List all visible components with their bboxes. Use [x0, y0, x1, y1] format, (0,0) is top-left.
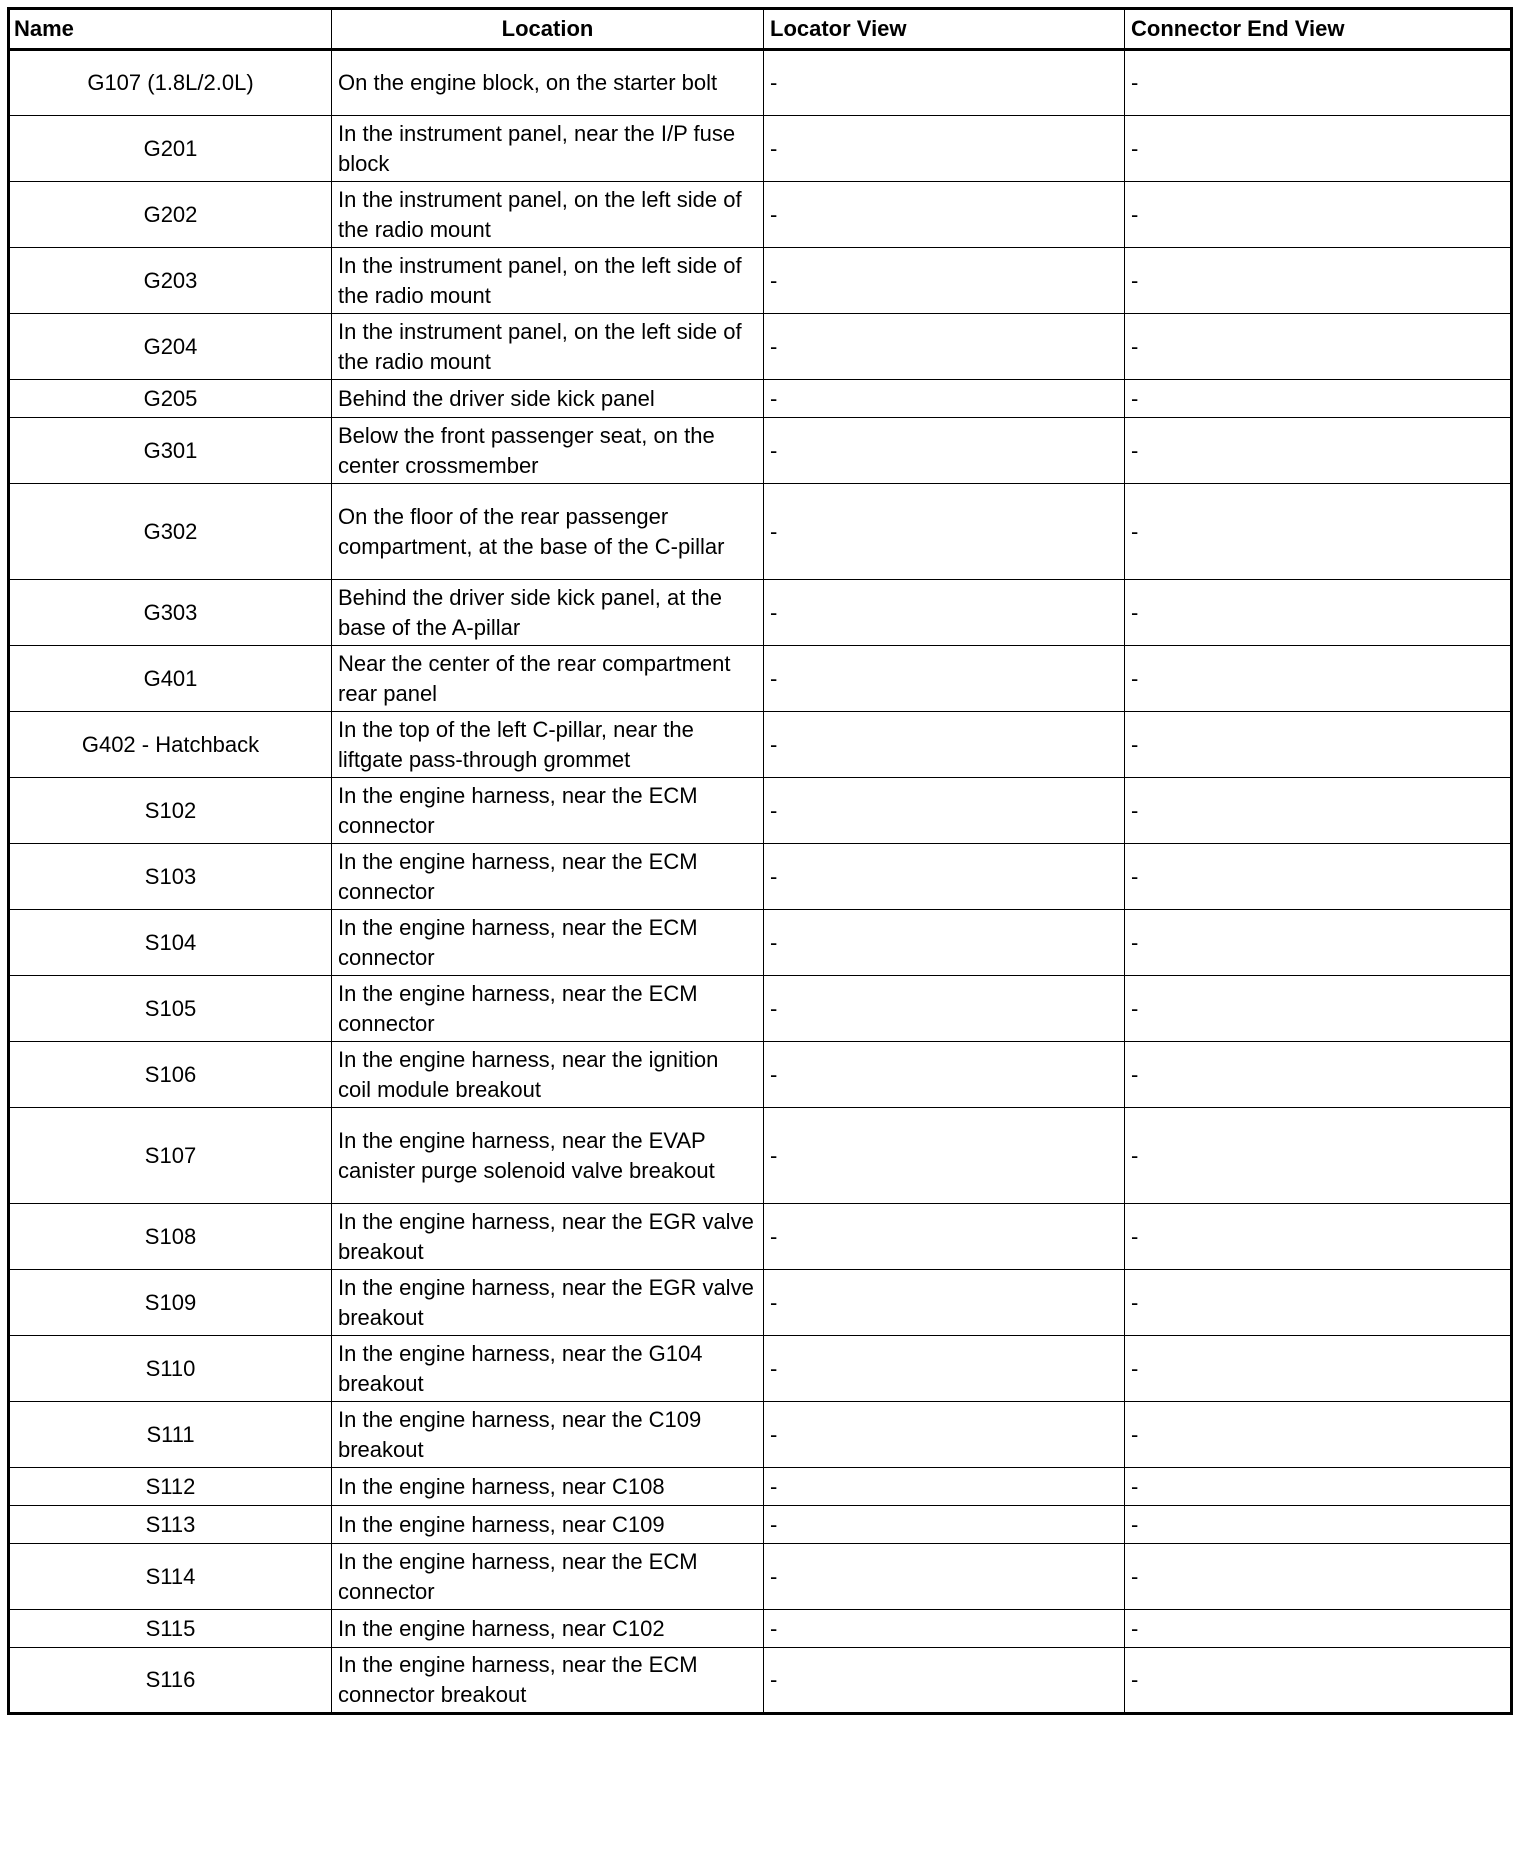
- cell-locator-view: -: [764, 1610, 1125, 1648]
- cell-name: S105: [9, 976, 332, 1042]
- table-row: [9, 418, 1512, 484]
- cell-locator-view: -: [764, 1336, 1125, 1402]
- cell-connector-end-view: -: [1125, 1506, 1512, 1544]
- table-row: [9, 580, 1512, 646]
- cell-name: G107 (1.8L/2.0L): [9, 50, 332, 116]
- table-row: [9, 380, 1512, 418]
- cell-locator-view: -: [764, 182, 1125, 248]
- cell-name: S114: [9, 1544, 332, 1610]
- cell-name: G301: [9, 418, 332, 484]
- cell-location: Behind the driver side kick panel, at the base of the A-pillar: [332, 580, 764, 646]
- cell-name: G203: [9, 248, 332, 314]
- cell-locator-view: -: [764, 1270, 1125, 1336]
- cell-connector-end-view: -: [1125, 1402, 1512, 1468]
- cell-location: In the engine harness, near the ECM connector: [332, 910, 764, 976]
- cell-locator-view: -: [764, 314, 1125, 380]
- table-body: [9, 50, 1512, 1714]
- header-row: [9, 9, 1512, 50]
- cell-location: In the engine harness, near the ECM connector breakout: [332, 1648, 764, 1714]
- cell-location: In the engine harness, near C102: [332, 1610, 764, 1648]
- cell-connector-end-view: -: [1125, 1108, 1512, 1204]
- cell-connector-end-view: -: [1125, 844, 1512, 910]
- cell-connector-end-view: -: [1125, 1270, 1512, 1336]
- cell-connector-end-view: -: [1125, 712, 1512, 778]
- cell-name: S103: [9, 844, 332, 910]
- cell-location: In the engine harness, near C108: [332, 1468, 764, 1506]
- cell-location: On the floor of the rear passenger compartment, at the base of the C-pillar: [332, 484, 764, 580]
- cell-location: In the instrument panel, on the left side of the radio mount: [332, 248, 764, 314]
- cell-locator-view: -: [764, 1204, 1125, 1270]
- cell-location: On the engine block, on the starter bolt: [332, 50, 764, 116]
- cell-connector-end-view: -: [1125, 248, 1512, 314]
- cell-connector-end-view: -: [1125, 1544, 1512, 1610]
- table-row: [9, 484, 1512, 580]
- table-row: [9, 844, 1512, 910]
- cell-locator-view: -: [764, 1108, 1125, 1204]
- table-row: [9, 1402, 1512, 1468]
- cell-name: S115: [9, 1610, 332, 1648]
- cell-locator-view: -: [764, 484, 1125, 580]
- cell-name: S107: [9, 1108, 332, 1204]
- cell-locator-view: -: [764, 1468, 1125, 1506]
- cell-location: In the instrument panel, on the left side of the radio mount: [332, 182, 764, 248]
- cell-name: S110: [9, 1336, 332, 1402]
- cell-name: S116: [9, 1648, 332, 1714]
- cell-location: In the engine harness, near the EGR valve breakout: [332, 1204, 764, 1270]
- cell-locator-view: -: [764, 646, 1125, 712]
- table-row: [9, 1544, 1512, 1610]
- table-row: [9, 976, 1512, 1042]
- cell-location: In the engine harness, near the EVAP canister purge solenoid valve breakout: [332, 1108, 764, 1204]
- cell-name: S111: [9, 1402, 332, 1468]
- cell-location: In the top of the left C-pillar, near the liftgate pass-through grommet: [332, 712, 764, 778]
- table-row: [9, 1042, 1512, 1108]
- cell-connector-end-view: -: [1125, 50, 1512, 116]
- cell-locator-view: -: [764, 1042, 1125, 1108]
- cell-locator-view: -: [764, 248, 1125, 314]
- cell-locator-view: -: [764, 778, 1125, 844]
- table-row: [9, 1648, 1512, 1714]
- header-locator-view: Locator View: [764, 9, 1125, 50]
- cell-connector-end-view: -: [1125, 418, 1512, 484]
- cell-name: G205: [9, 380, 332, 418]
- cell-name: S106: [9, 1042, 332, 1108]
- cell-name: S102: [9, 778, 332, 844]
- cell-location: In the engine harness, near the ignition coil module breakout: [332, 1042, 764, 1108]
- table-row: [9, 50, 1512, 116]
- cell-location: In the engine harness, near the ECM connector: [332, 976, 764, 1042]
- cell-connector-end-view: -: [1125, 1648, 1512, 1714]
- cell-connector-end-view: -: [1125, 646, 1512, 712]
- cell-location: In the engine harness, near the ECM connector: [332, 1544, 764, 1610]
- cell-locator-view: -: [764, 380, 1125, 418]
- cell-locator-view: -: [764, 844, 1125, 910]
- cell-location: In the engine harness, near the EGR valve breakout: [332, 1270, 764, 1336]
- table-header: [9, 9, 1512, 50]
- cell-location: In the engine harness, near the ECM connector: [332, 844, 764, 910]
- cell-name: G202: [9, 182, 332, 248]
- table-row: [9, 116, 1512, 182]
- cell-connector-end-view: -: [1125, 778, 1512, 844]
- cell-name: S113: [9, 1506, 332, 1544]
- cell-connector-end-view: -: [1125, 1204, 1512, 1270]
- cell-locator-view: -: [764, 50, 1125, 116]
- cell-name: S112: [9, 1468, 332, 1506]
- header-location: Location: [332, 9, 764, 50]
- cell-name: S108: [9, 1204, 332, 1270]
- cell-locator-view: -: [764, 580, 1125, 646]
- cell-name: S109: [9, 1270, 332, 1336]
- table-row: [9, 778, 1512, 844]
- cell-location: In the instrument panel, on the left side of the radio mount: [332, 314, 764, 380]
- cell-location: In the instrument panel, near the I/P fuse block: [332, 116, 764, 182]
- cell-location: Behind the driver side kick panel: [332, 380, 764, 418]
- cell-location: Near the center of the rear compartment rear panel: [332, 646, 764, 712]
- cell-locator-view: -: [764, 976, 1125, 1042]
- table-row: [9, 182, 1512, 248]
- cell-locator-view: -: [764, 910, 1125, 976]
- cell-locator-view: -: [764, 712, 1125, 778]
- cell-locator-view: -: [764, 1506, 1125, 1544]
- cell-connector-end-view: -: [1125, 1610, 1512, 1648]
- cell-connector-end-view: -: [1125, 484, 1512, 580]
- cell-connector-end-view: -: [1125, 1336, 1512, 1402]
- table-row: [9, 1270, 1512, 1336]
- table-row: [9, 1336, 1512, 1402]
- table-row: [9, 712, 1512, 778]
- cell-name: G302: [9, 484, 332, 580]
- table-row: [9, 1204, 1512, 1270]
- cell-locator-view: -: [764, 1544, 1125, 1610]
- table-row: [9, 1610, 1512, 1648]
- cell-location: In the engine harness, near the C109 breakout: [332, 1402, 764, 1468]
- table-row: [9, 248, 1512, 314]
- cell-connector-end-view: -: [1125, 314, 1512, 380]
- cell-locator-view: -: [764, 418, 1125, 484]
- table-row: [9, 1506, 1512, 1544]
- header-name: Name: [9, 9, 332, 50]
- cell-location: In the engine harness, near the G104 breakout: [332, 1336, 764, 1402]
- table-row: [9, 314, 1512, 380]
- cell-connector-end-view: -: [1125, 116, 1512, 182]
- cell-name: S104: [9, 910, 332, 976]
- table-row: [9, 1468, 1512, 1506]
- cell-connector-end-view: -: [1125, 380, 1512, 418]
- cell-connector-end-view: -: [1125, 1042, 1512, 1108]
- cell-name: G402 - Hatchback: [9, 712, 332, 778]
- cell-connector-end-view: -: [1125, 580, 1512, 646]
- cell-location: In the engine harness, near C109: [332, 1506, 764, 1544]
- cell-name: G201: [9, 116, 332, 182]
- cell-name: G401: [9, 646, 332, 712]
- cell-name: G303: [9, 580, 332, 646]
- cell-locator-view: -: [764, 1402, 1125, 1468]
- cell-connector-end-view: -: [1125, 976, 1512, 1042]
- cell-locator-view: -: [764, 116, 1125, 182]
- cell-connector-end-view: -: [1125, 1468, 1512, 1506]
- cell-locator-view: -: [764, 1648, 1125, 1714]
- cell-location: In the engine harness, near the ECM connector: [332, 778, 764, 844]
- cell-name: G204: [9, 314, 332, 380]
- header-connector-end-view: Connector End View: [1125, 9, 1512, 50]
- cell-location: Below the front passenger seat, on the center crossmember: [332, 418, 764, 484]
- cell-connector-end-view: -: [1125, 910, 1512, 976]
- table-row: [9, 646, 1512, 712]
- table-row: [9, 1108, 1512, 1204]
- table-row: [9, 910, 1512, 976]
- component-locations-table: [7, 7, 1513, 1715]
- cell-connector-end-view: -: [1125, 182, 1512, 248]
